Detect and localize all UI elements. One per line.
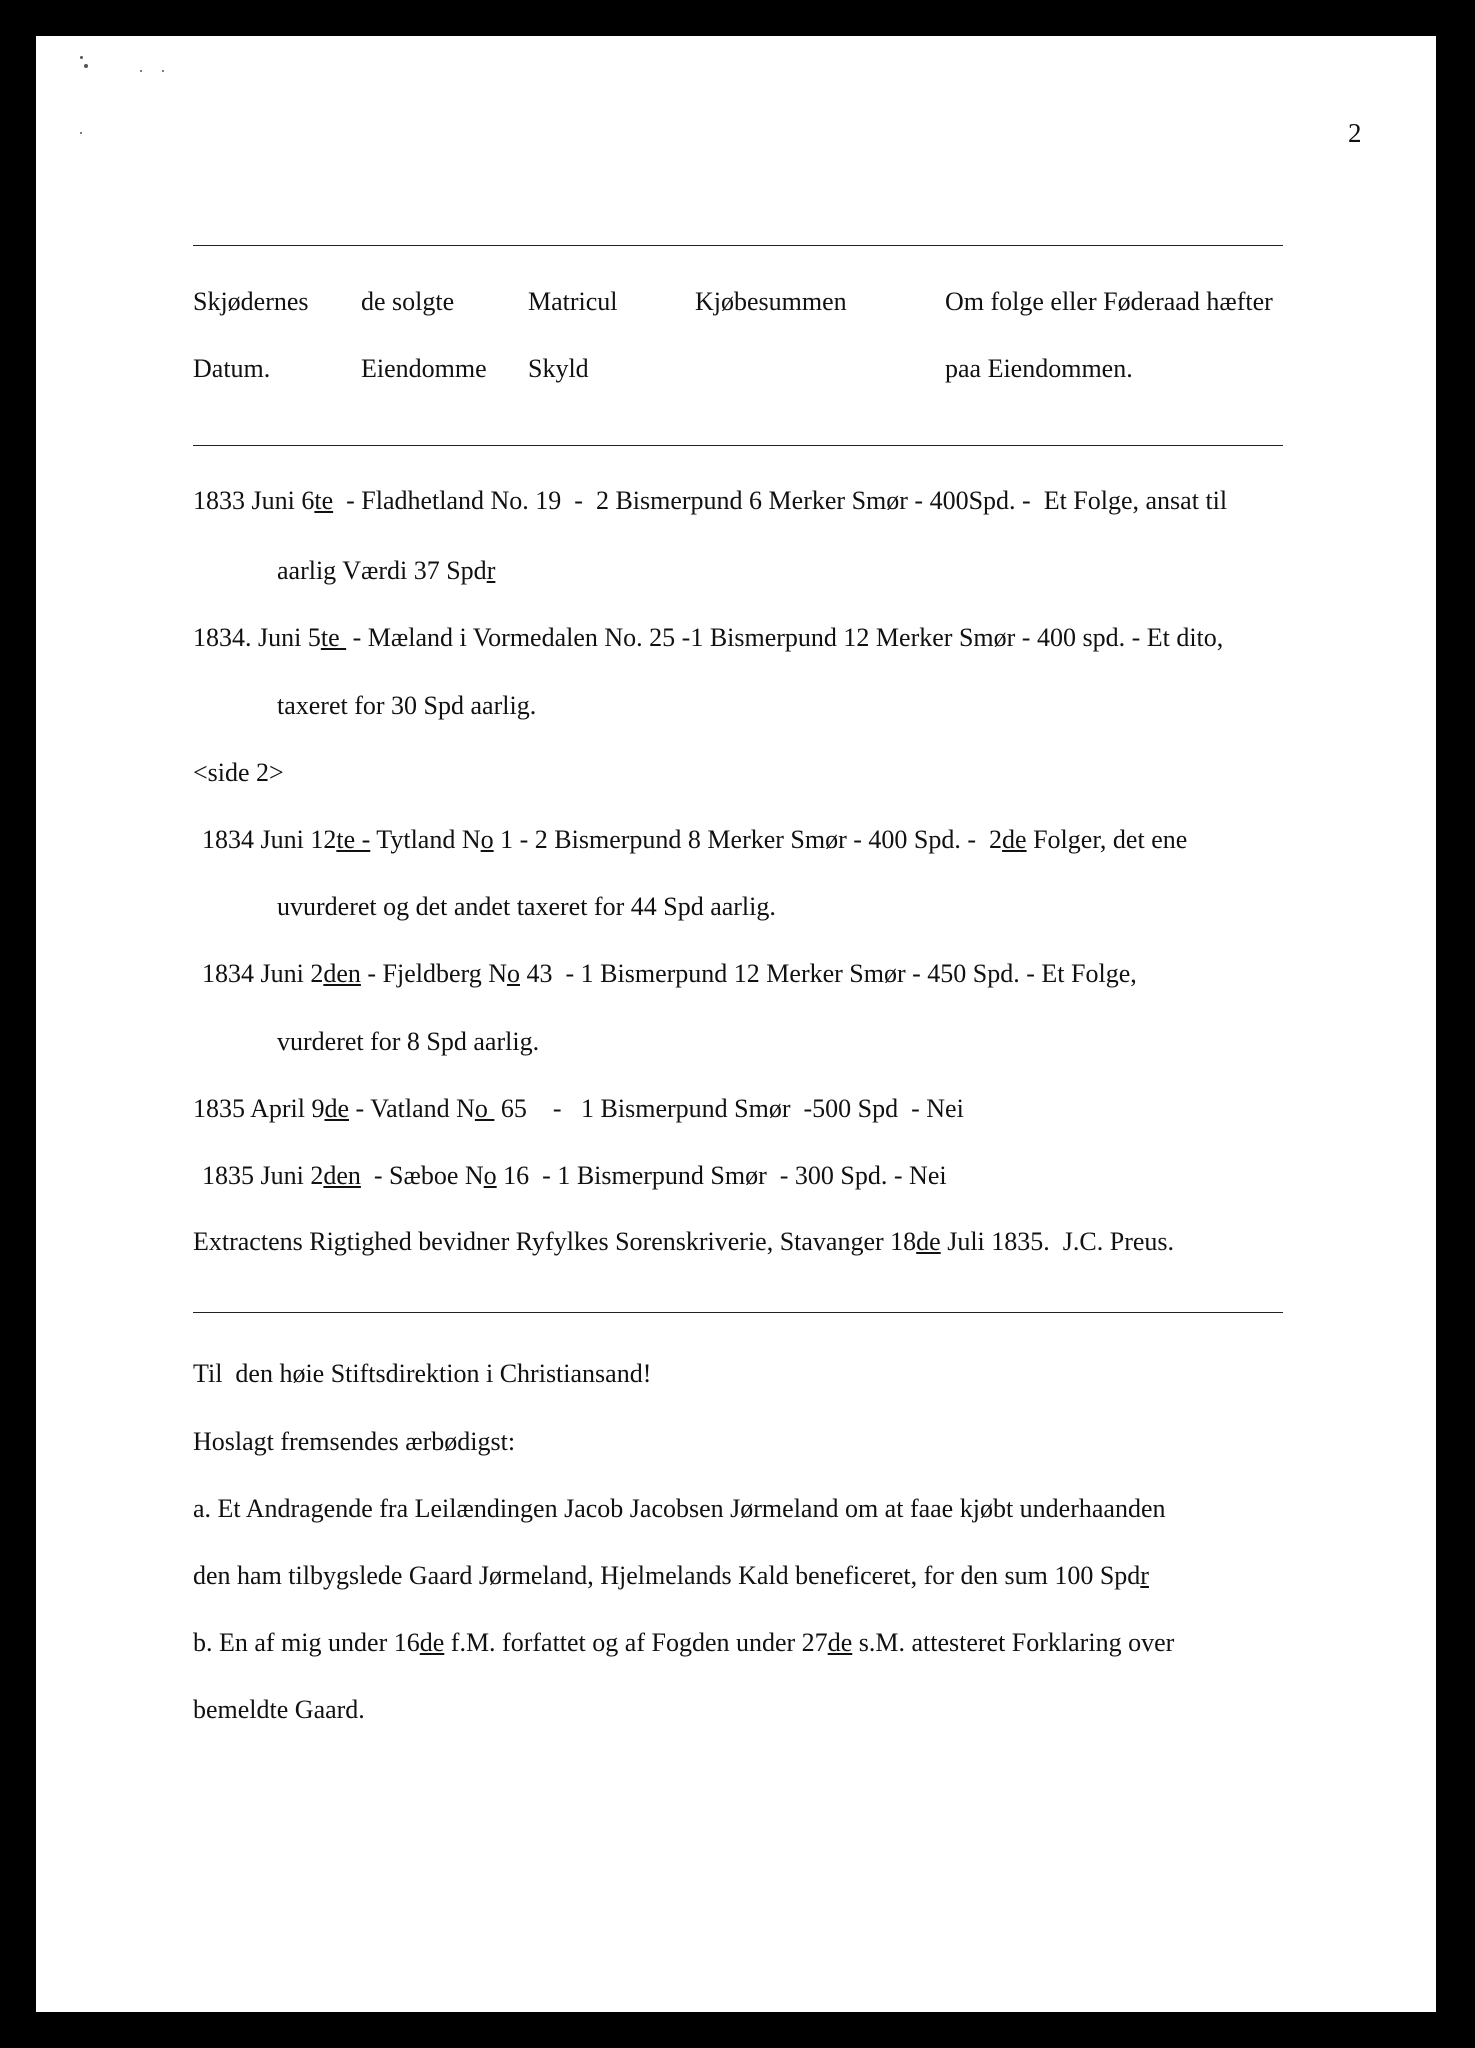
entry-6-line-1: 1835 Juni 2den - Sæboe No 16 - 1 Bismerpund Smør - 300 Spd. - Nei — [202, 1161, 947, 1190]
attestation-line: Extractens Rigtighed bevidner Ryfylkes Sorenskriverie, Stavanger 18de Juli 1835. J.C. Preus. — [193, 1227, 1175, 1256]
entry-3-line-1: 1834 Juni 12te - Tytland No 1 - 2 Bismerpund 8 Merker Smør - 400 Spd. - 2de Folger, det ene — [202, 825, 1188, 854]
header-col-date-2: Datum. — [193, 354, 271, 383]
entry-2-line-1: 1834. Juni 5te - Mæland i Vormedalen No. 25 -1 Bismerpund 12 Merker Smør - 400 spd. - Et dito, — [193, 623, 1224, 652]
top-rule — [193, 245, 1283, 246]
letter-intro: Hoslagt fremsendes ærbødigst: — [193, 1427, 516, 1456]
entry-4-line-2: vurderet for 8 Spd aarlig. — [277, 1027, 540, 1056]
entry-4-line-1: 1834 Juni 2den - Fjeldberg No 43 - 1 Bismerpund 12 Merker Smør - 450 Spd. - Et Folge, — [202, 959, 1137, 988]
entry-1-line-1: 1833 Juni 6te - Fladhetland No. 19 - 2 Bismerpund 6 Merker Smør - 400Spd. - Et Folge, ansat til — [193, 486, 1228, 515]
section-rule — [193, 1312, 1283, 1313]
scan-speck — [80, 132, 82, 134]
scan-speck — [80, 56, 83, 59]
scan-speck — [84, 64, 88, 68]
entry-1-line-2: aarlig Værdi 37 Spdr — [277, 556, 496, 585]
header-col-obligation: Om folge eller Føderaad hæfter — [945, 287, 1273, 316]
letter-item-b-line-1: b. En af mig under 16de f.M. forfattet og af Fogden under 27de s.M. attesteret Forklaring over — [193, 1628, 1175, 1657]
header-col-property: de solgte — [361, 287, 455, 316]
letter-item-b-line-2: bemeldte Gaard. — [193, 1695, 365, 1724]
header-col-date: Skjødernes — [193, 287, 309, 316]
entry-2-line-2: taxeret for 30 Spd aarlig. — [277, 691, 537, 720]
header-rule — [193, 445, 1283, 446]
letter-item-a-line-2: den ham tilbygslede Gaard Jørmeland, Hjelmelands Kald beneficeret, for den sum 100 Spdr — [193, 1561, 1149, 1590]
header-col-matricul: Matricul — [528, 287, 618, 316]
document-page — [36, 36, 1436, 2012]
scan-speck — [162, 70, 164, 72]
letter-salutation: Til den høie Stiftsdirektion i Christiansand! — [193, 1359, 652, 1388]
header-col-obligation-2: paa Eiendommen. — [945, 354, 1133, 383]
header-col-property-2: Eiendomme — [361, 354, 487, 383]
page-number: 2 — [1348, 118, 1362, 148]
side-marker: <side 2> — [193, 758, 284, 787]
header-col-matricul-2: Skyld — [528, 354, 589, 383]
entry-3-line-2: uvurderet og det andet taxeret for 44 Spd aarlig. — [277, 892, 776, 921]
scan-speck — [140, 70, 142, 72]
letter-item-a-line-1: a. Et Andragende fra Leilændingen Jacob Jacobsen Jørmeland om at faae kjøbt underhaanden — [193, 1494, 1166, 1523]
entry-5-line-1: 1835 April 9de - Vatland No 65 - 1 Bismerpund Smør -500 Spd - Nei — [193, 1094, 964, 1123]
header-col-price: Kjøbesummen — [695, 287, 847, 316]
